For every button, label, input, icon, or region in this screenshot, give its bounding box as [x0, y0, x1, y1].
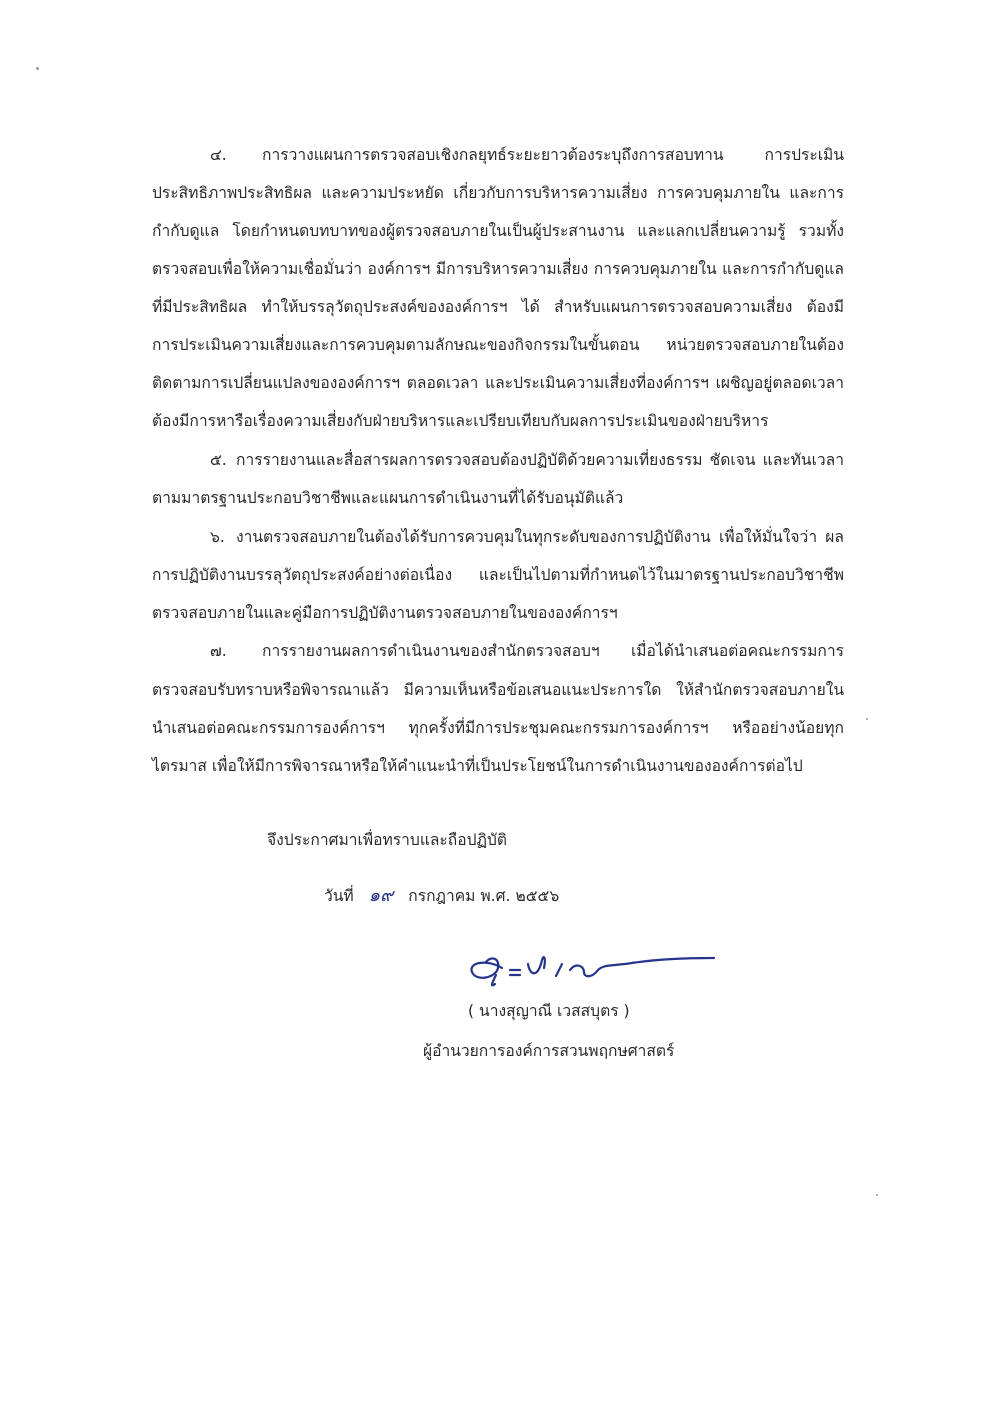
clause-4-line-7: ติดตามการเปลี่ยนแปลงขององค์การฯ ตลอดเวลา และประเมินความเสี่ยงที่องค์การฯ เผชิญอยู่ตลอดเวลา	[152, 374, 844, 392]
signature-image	[462, 942, 718, 994]
clause-7-line-1: ๗. การรายงานผลการดำเนินงานของสำนักตรวจสอบฯ เมื่อได้นำเสนอต่อคณะกรรมการ	[210, 642, 844, 660]
clause-4-line-6: การประเมินความเสี่ยงและการควบคุมตามลักษณะของกิจกรรมในขั้นตอน หน่วยตรวจสอบภายในต้อง	[152, 336, 844, 354]
scan-speck	[36, 67, 39, 70]
clause-5-line-2: ตามมาตรฐานประกอบวิชาชีพและแผนการดำเนินงานที่ได้รับอนุมัติแล้ว	[152, 489, 624, 507]
announcement-date	[324, 886, 559, 906]
clause-6-line-2: การปฏิบัติงานบรรลุวัตถุประสงค์อย่างต่อเนื่อง และเป็นไปตามที่กำหนดไว้ในมาตรฐานประกอบวิชาชีพ	[152, 566, 844, 584]
scan-speck	[876, 1194, 878, 1196]
announcement-text: จึงประกาศมาเพื่อทราบและถือปฏิบัติ	[267, 831, 507, 849]
clause-5-line-1: ๕. การรายงานและสื่อสารผลการตรวจสอบต้องปฏิบัติด้วยความเที่ยงธรรม ชัดเจน และทันเวลา	[210, 451, 844, 469]
clause-6-line-3: ตรวจสอบภายในและคู่มือการปฏิบัติงานตรวจสอบภายในขององค์การฯ	[152, 604, 618, 622]
date-prefix: วันที่	[324, 887, 354, 905]
clause-4-line-8: ต้องมีการหารือเรื่องความเสี่ยงกับฝ่ายบริหารและเปรียบเทียบกับผลการประเมินของฝ่ายบริหาร	[152, 412, 769, 430]
signer-name: ( นางสุญาณี เวสสบุตร )	[468, 1002, 630, 1020]
clause-4-line-2: ประสิทธิภาพประสิทธิผล และความประหยัด เกี่ยวกับการบริหารความเสี่ยง การควบคุมภายใน และการ	[152, 184, 844, 202]
clause-4-line-5: ที่มีประสิทธิผล ทำให้บรรลุวัตถุประสงค์ขององค์การฯ ได้ สำหรับแผนการตรวจสอบความเสี่ยง ต้องมี	[152, 298, 844, 316]
signer-title: ผู้อำนวยการองค์การสวนพฤกษศาสตร์	[423, 1042, 675, 1060]
clause-4-number: ๔.	[210, 146, 227, 164]
clause-7-line-3: นำเสนอต่อคณะกรรมการองค์การฯ ทุกครั้งที่มีการประชุมคณะกรรมการองค์การฯ หรืออย่างน้อยทุก	[152, 719, 844, 737]
clause-6-number: ๖.	[210, 528, 225, 546]
date-month-year: กรกฎาคม พ.ศ. ๒๕๕๖	[408, 887, 560, 905]
scan-speck	[866, 718, 868, 720]
clause-7-line-4: ไตรมาส เพื่อให้มีการพิจารณาหรือให้คำแนะนำที่เป็นประโยชน์ในการดำเนินงานขององค์การต่อไป	[152, 757, 803, 775]
clause-6-line-1: ๖. งานตรวจสอบภายในต้องได้รับการควบคุมในทุกระดับของการปฏิบัติงาน เพื่อให้มั่นใจว่า ผล	[210, 528, 844, 546]
clause-4-line-3: กำกับดูแล โดยกำหนดบทบาทของผู้ตรวจสอบภายในเป็นผู้ประสานงาน และแลกเปลี่ยนความรู้ รวมทั้ง	[152, 222, 844, 240]
clause-7-line-2: ตรวจสอบรับทราบหรือพิจารณาแล้ว มีความเห็นหรือข้อเสนอแนะประการใด ให้สำนักตรวจสอบภายใน	[152, 681, 844, 699]
clause-4-line-1: ๔. การวางแผนการตรวจสอบเชิงกลยุทธ์ระยะยาวต้องระบุถึงการสอบทาน การประเมิน	[210, 146, 844, 164]
handwritten-day: ๑๙	[368, 885, 394, 906]
clause-4-line-4: ตรวจสอบเพื่อให้ความเชื่อมั่นว่า องค์การฯ มีการบริหารความเสี่ยง การควบคุมภายใน และการกำกับดูแล	[152, 260, 844, 278]
clause-5-number: ๕.	[210, 451, 227, 469]
clause-7-number: ๗.	[210, 642, 227, 660]
